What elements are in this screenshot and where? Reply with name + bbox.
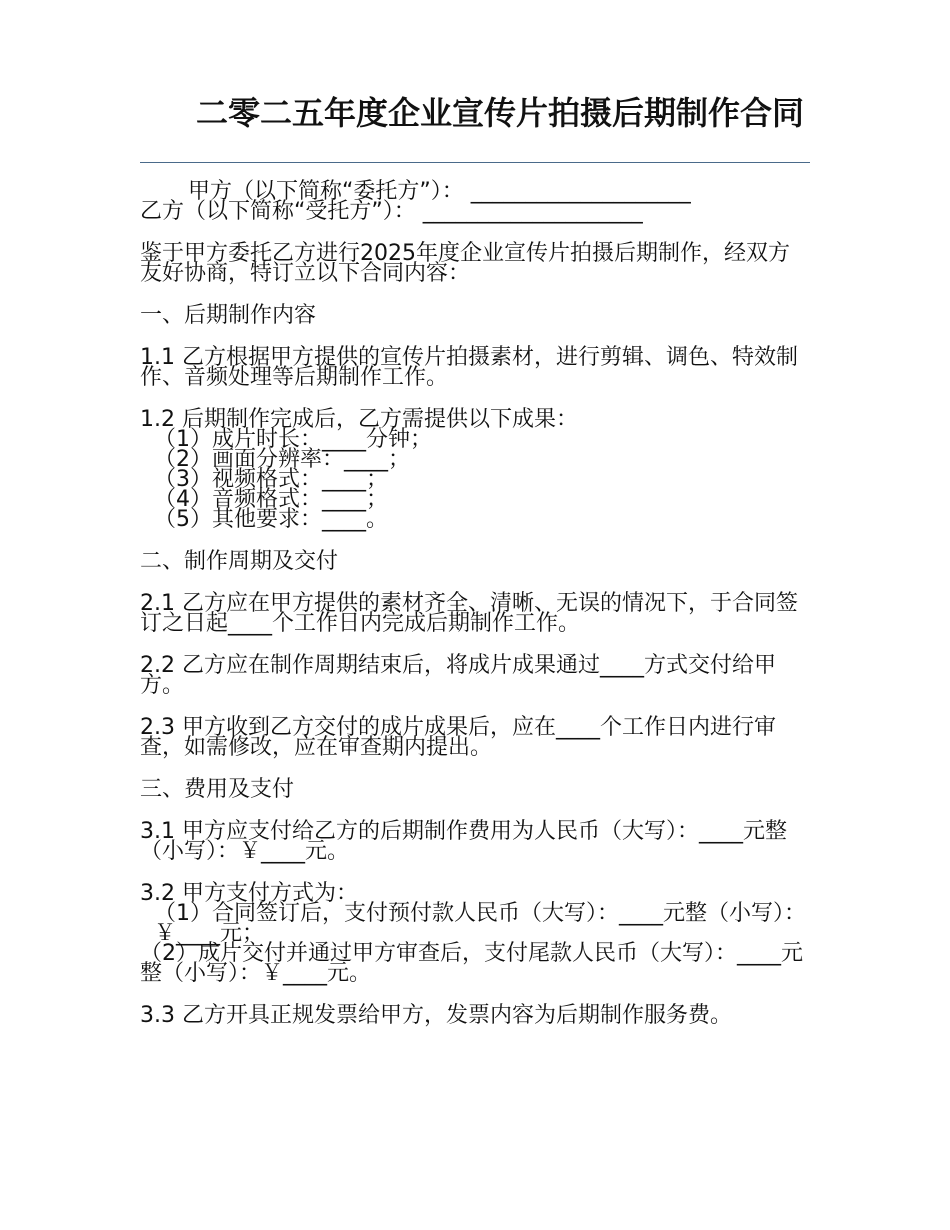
clause-2-2: 2.2 乙方应在制作周期结束后，将成片成果通过____方式交付给甲方。 <box>140 653 776 698</box>
clause-1-2: 1.2 后期制作完成后，乙方需提供以下成果： <box>140 407 578 432</box>
deliverable-item: （5）其他要求：____。 <box>154 507 388 532</box>
party-b-line: 乙方（以下简称“受托方”）： ____________________ <box>140 199 643 224</box>
clause-2-3: 2.3 甲方收到乙方交付的成片成果后，应在____个工作日内进行审查，如需修改，应在审查期内提出。 <box>140 715 776 760</box>
payment-item: （1）合同签订后，支付预付款人民币（大写）：____元整（小写）：￥____元； <box>154 901 806 946</box>
title-block <box>140 94 810 132</box>
preamble: 鉴于甲方委托乙方进行2025年度企业宣传片拍摄后期制作，经双方友好协商，特订立以下合同内容： <box>140 241 790 286</box>
clause-3-2: 3.2 甲方支付方式为： <box>140 881 358 906</box>
clause-3-1: 3.1 甲方应支付给乙方的后期制作费用为人民币（大写）：____元整（小写）：￥____元。 <box>140 819 787 864</box>
deliverable-item: （1）成片时长：____分钟； <box>154 427 432 452</box>
section-2-heading: 二、制作周期及交付 <box>140 549 339 574</box>
deliverable-item: （2）画面分辨率：____； <box>154 447 410 472</box>
title-divider <box>140 162 810 163</box>
clause-2-1: 2.1 乙方应在甲方提供的素材齐全、清晰、无误的情况下，于合同签订之日起____个工作日内完成后期制作工作。 <box>140 591 798 636</box>
clause-1-1: 1.1 乙方根据甲方提供的宣传片拍摄素材，进行剪辑、调色、特效制作、音频处理等后期制作工作。 <box>140 345 798 390</box>
party-a-line: 甲方（以下简称“委托方”）： ____________________ <box>188 179 691 204</box>
clause-3-3: 3.3 乙方开具正规发票给甲方，发票内容为后期制作服务费。 <box>140 1003 732 1028</box>
payment-item: （2）成片交付并通过甲方审查后，支付尾款人民币（大写）：____元整（小写）：￥____元。 <box>140 941 803 986</box>
document-body <box>140 179 810 1028</box>
deliverable-item: （4）音频格式：____； <box>154 487 388 512</box>
document-title: 二零二五年度企业宣传片拍摄后期制作合同 <box>195 94 804 132</box>
deliverable-item: （3）视频格式：____； <box>154 467 388 492</box>
section-1-heading: 一、后期制作内容 <box>140 303 317 328</box>
document-page <box>140 0 810 1230</box>
section-3-heading: 三、费用及支付 <box>140 777 295 802</box>
